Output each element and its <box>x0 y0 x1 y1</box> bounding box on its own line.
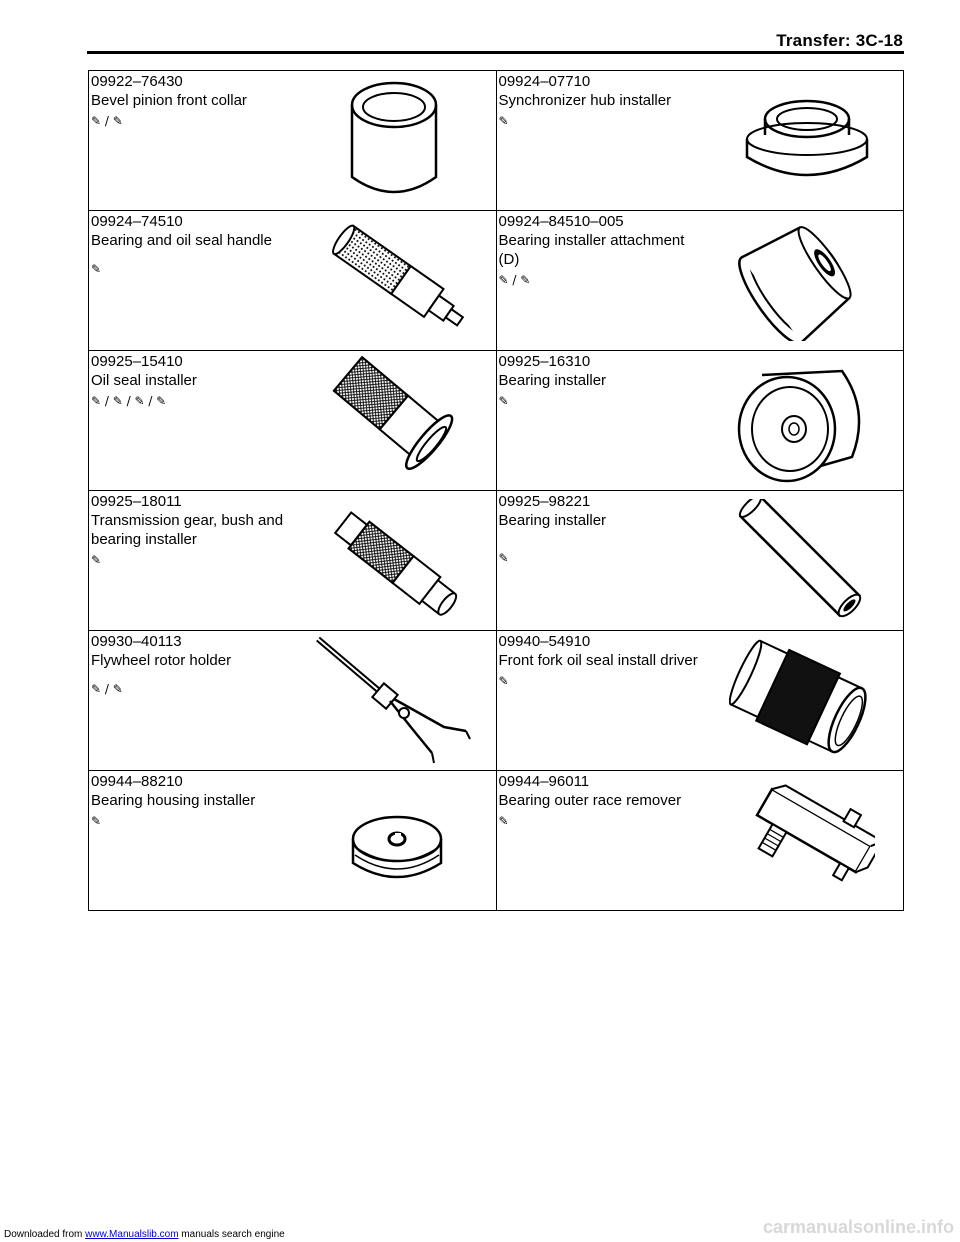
reference-marks: ✎ <box>498 114 509 128</box>
download-notice <box>4 1229 285 1240</box>
tool-name: Transmission gear, bush and bearing installer <box>91 512 284 548</box>
housing-installer-icon <box>347 799 447 889</box>
tool-cell <box>89 351 497 491</box>
tool-cell <box>496 771 904 911</box>
tool-cell <box>496 351 904 491</box>
tool-name: Bearing outer race remover <box>498 792 682 809</box>
tool-cell <box>89 491 497 631</box>
tool-name: Front fork oil seal install driver <box>498 652 698 669</box>
tool-name: Bearing installer <box>498 372 607 389</box>
footer-suffix: manuals search engine <box>178 1229 285 1240</box>
tool-name: Flywheel rotor holder <box>91 652 232 669</box>
page-title: Transfer: 3C-18 <box>776 31 903 50</box>
tool-cell <box>89 71 497 211</box>
tool-number: 09924–07710 <box>498 73 591 90</box>
tool-name: Bevel pinion front collar <box>91 92 247 109</box>
tool-cell <box>496 491 904 631</box>
reference-marks: ✎ / ✎ / ✎ / ✎ <box>91 394 167 408</box>
hub-installer-icon <box>742 93 872 193</box>
tool-name: Bearing installer <box>498 512 607 529</box>
race-remover-icon <box>735 783 875 905</box>
table-row <box>89 351 904 491</box>
reference-marks: ✎ <box>498 674 509 688</box>
reference-marks: ✎ <box>498 814 509 828</box>
tool-number: 09924–74510 <box>91 213 183 230</box>
tool-name: Bearing housing installer <box>91 792 256 809</box>
table-row <box>89 631 904 771</box>
gear-bush-installer-icon <box>321 501 471 627</box>
tool-cell <box>89 631 497 771</box>
tool-number: 09924–84510–005 <box>498 213 624 230</box>
collar-icon <box>339 77 449 207</box>
header-rule <box>87 51 904 54</box>
tool-number: 09930–40113 <box>91 633 182 650</box>
tool-cell <box>496 631 904 771</box>
footer-prefix: Downloaded from <box>4 1229 86 1240</box>
tool-cell <box>496 211 904 351</box>
reference-marks: ✎ / ✎ <box>91 682 123 696</box>
tool-number: 09922–76430 <box>91 73 183 90</box>
table-row <box>89 71 904 211</box>
reference-marks: ✎ / ✎ <box>91 114 123 128</box>
oil-seal-installer-icon <box>329 356 469 488</box>
manualslib-link[interactable]: www.Manualslib.com <box>85 1229 179 1240</box>
tool-number: 09940–54910 <box>498 633 591 650</box>
tool-cell <box>89 771 497 911</box>
handle-icon <box>321 215 481 345</box>
tool-number: 09925–15410 <box>91 353 183 370</box>
table-row <box>89 211 904 351</box>
table-row <box>89 491 904 631</box>
tool-cell <box>496 71 904 211</box>
tool-number: 09944–96011 <box>498 773 590 790</box>
table-row <box>89 771 904 911</box>
reference-marks: ✎ <box>498 551 509 565</box>
tool-name: Oil seal installer <box>91 372 197 389</box>
attachment-icon <box>725 219 875 341</box>
tube-installer-icon <box>727 499 887 627</box>
bearing-installer-icon <box>732 361 872 485</box>
tool-name: Synchronizer hub installer <box>498 92 672 109</box>
reference-marks: ✎ <box>91 814 102 828</box>
reference-marks: ✎ <box>91 262 102 276</box>
special-tools-table <box>88 70 904 911</box>
tool-number: 09925–16310 <box>498 353 591 370</box>
tool-number: 09925–18011 <box>91 493 182 510</box>
rotor-holder-icon <box>314 635 484 767</box>
tool-number: 09944–88210 <box>91 773 183 790</box>
tool-name: Bearing and oil seal handle <box>91 232 272 249</box>
tool-cell <box>89 211 497 351</box>
reference-marks: ✎ <box>498 394 509 408</box>
watermark: carmanualsonline.info <box>762 1217 954 1237</box>
tool-name: Bearing installer attachment (D) <box>498 232 685 268</box>
fork-seal-driver-icon <box>729 635 879 767</box>
tool-number: 09925–98221 <box>498 493 591 510</box>
reference-marks: ✎ / ✎ <box>498 273 531 287</box>
reference-marks: ✎ <box>91 553 102 567</box>
